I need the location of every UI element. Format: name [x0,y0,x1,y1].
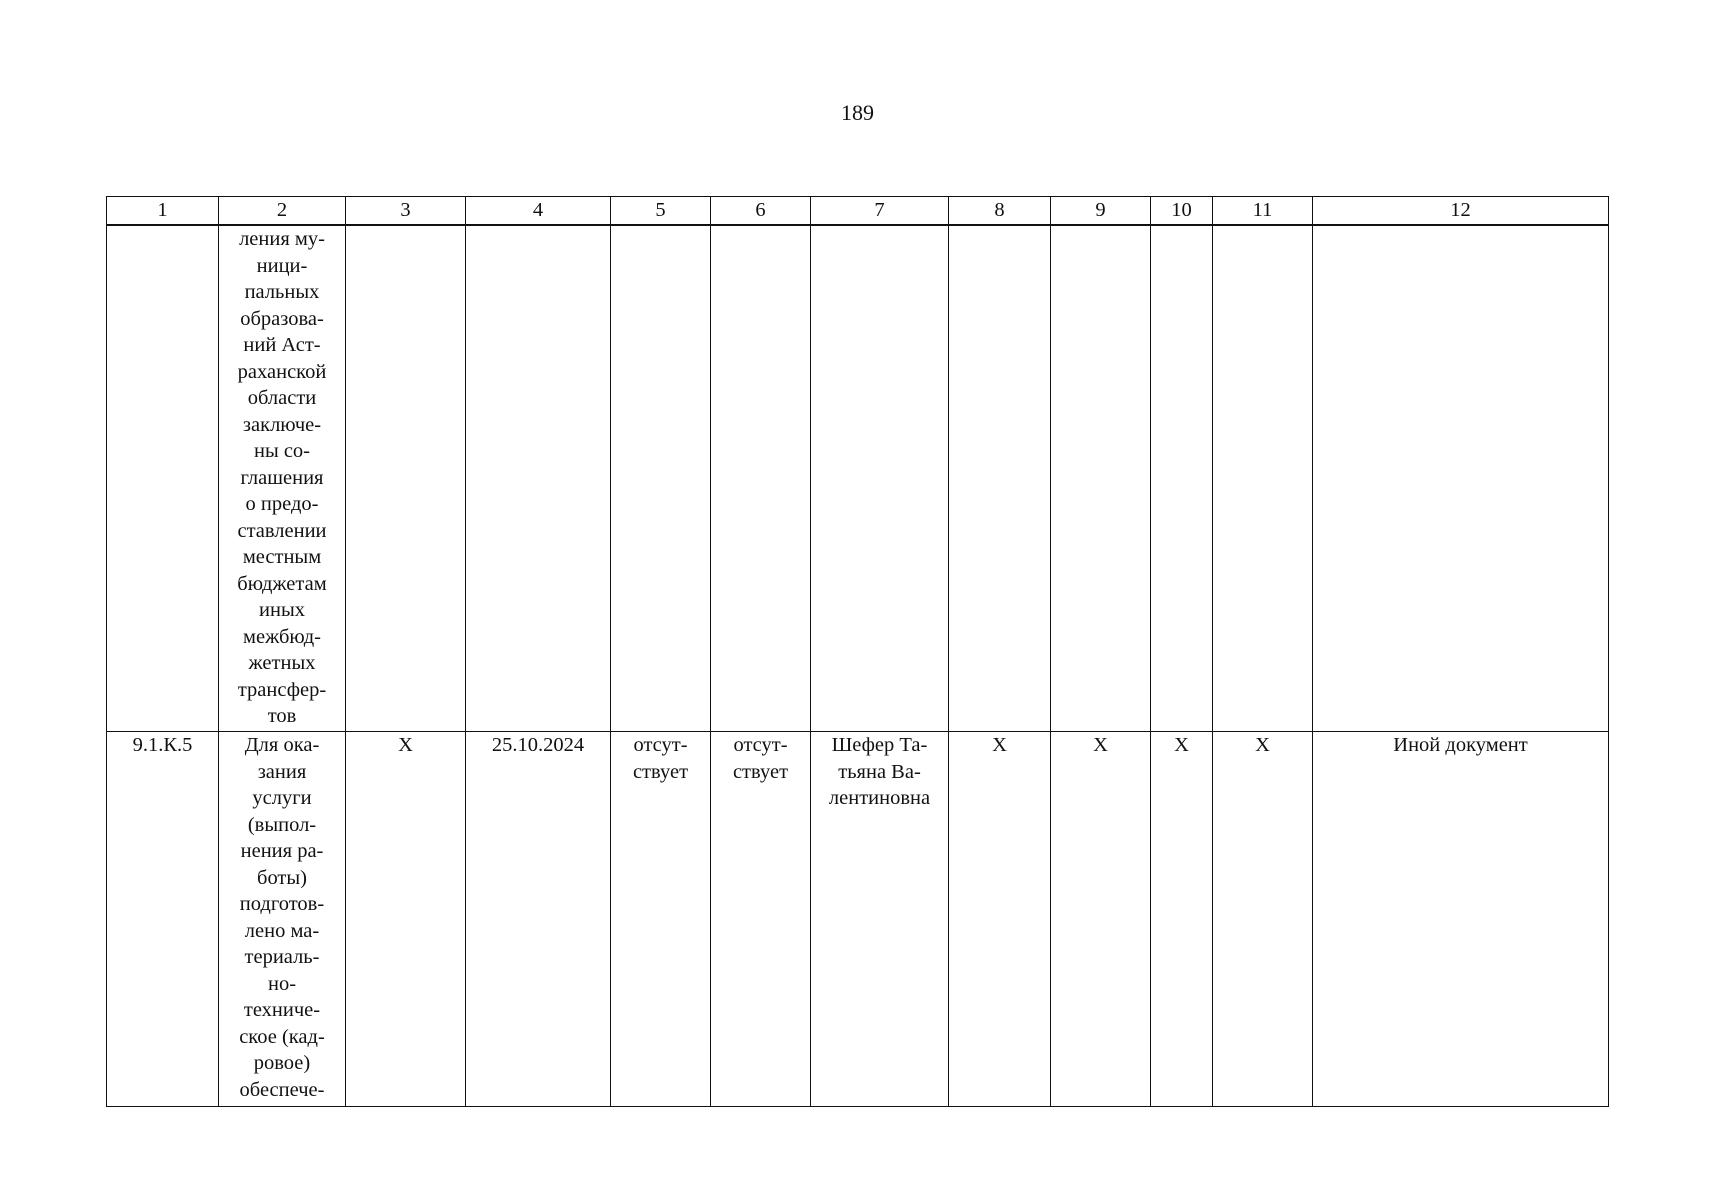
cell-date: 25.10.2024 [466,732,611,1107]
column-header-12: 12 [1313,197,1609,226]
page-number: 189 [841,100,874,125]
cell-responsible: Шефер Та- тьяна Ва- лентиновна [811,732,949,1107]
column-header-4: 4 [466,197,611,226]
cell-col9 [1051,225,1151,732]
cell-col8: X [949,732,1051,1107]
cell-col10: X [1151,732,1213,1107]
cell-col6 [711,225,811,732]
cell-col5: отсут- ствует [611,732,711,1107]
cell-col3: X [346,732,466,1107]
column-header-8: 8 [949,197,1051,226]
cell-description: ления му- ници- пальных образова- ний Аст- раханской области заключе- ны со- глашения о предо- ставлении местным бюджетам иных межбюд- жетных трансфер- тов [219,225,346,732]
cell-number [107,225,219,732]
table-header-row [107,197,1609,226]
column-header-6: 6 [711,197,811,226]
column-header-3: 3 [346,197,466,226]
cell-responsible [811,225,949,732]
cell-document: Иной документ [1313,732,1609,1107]
column-header-11: 11 [1213,197,1313,226]
column-header-10: 10 [1151,197,1213,226]
document-table [106,196,1609,1107]
cell-document [1313,225,1609,732]
column-header-1: 1 [107,197,219,226]
cell-number: 9.1.К.5 [107,732,219,1107]
cell-description: Для ока- зания услуги (выпол- нения ра- боты) подготов- лено ма- териаль- но- техниче- ское (кад- ровое) обеспече- [219,732,346,1107]
column-header-5: 5 [611,197,711,226]
cell-col11: X [1213,732,1313,1107]
cell-col5 [611,225,711,732]
cell-col9: X [1051,732,1151,1107]
table-row [107,732,1609,1107]
cell-col10 [1151,225,1213,732]
cell-col6: отсут- ствует [711,732,811,1107]
cell-col11 [1213,225,1313,732]
cell-date [466,225,611,732]
column-header-7: 7 [811,197,949,226]
cell-col8 [949,225,1051,732]
cell-col3 [346,225,466,732]
column-header-9: 9 [1051,197,1151,226]
column-header-2: 2 [219,197,346,226]
table-row-continued [107,225,1609,732]
